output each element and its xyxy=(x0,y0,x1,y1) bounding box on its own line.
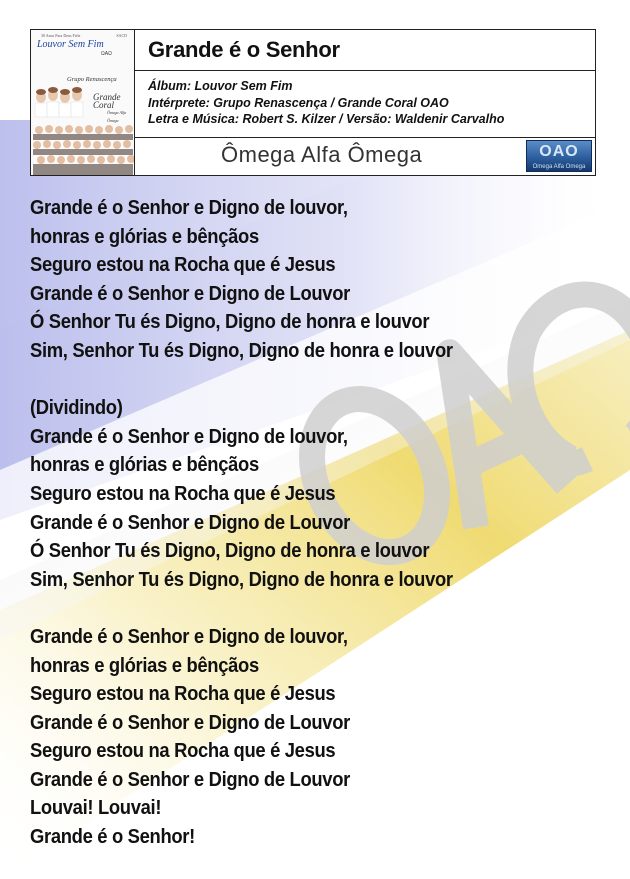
performer-line: Intérprete: Grupo Renascença / Grande Coral OAO xyxy=(148,95,449,110)
lyric-line: honras e glórias e bênçãos xyxy=(30,454,259,477)
cover-top-right: SACD xyxy=(116,33,127,38)
cover-group: Grupo Renascença xyxy=(67,76,117,83)
lyric-line: Seguro estou na Rocha que é Jesus xyxy=(30,254,336,277)
lyric-line: Grande é o Senhor e Digno de Louvor xyxy=(30,511,350,534)
lyric-line: Grande é o Senhor! xyxy=(30,826,195,849)
lyric-line: Grande é o Senhor e Digno de louvor, xyxy=(30,625,348,648)
lyric-line: Ó Senhor Tu és Digno, Digno de honra e louvor xyxy=(30,540,430,563)
logo-text: OAO xyxy=(539,143,579,160)
lyric-line xyxy=(30,594,582,623)
lyric-line: Sim, Senhor Tu és Digno, Digno de honra e louvor xyxy=(30,339,453,362)
lyric-line: (Dividindo) xyxy=(30,397,123,420)
cover-top-left: 30 Anos Para Deus Fiéis xyxy=(41,33,81,38)
cover-title: Louvor Sem Fim xyxy=(37,39,104,50)
song-details xyxy=(135,30,595,175)
lyric-line: Grande é o Senhor e Digno de Louvor xyxy=(30,768,350,791)
brand-name: Ômega Alfa Ômega xyxy=(221,142,423,167)
lyric-line: Seguro estou na Rocha que é Jesus xyxy=(30,683,336,706)
lyric-line xyxy=(30,366,582,395)
cover-coral-small: Ômega Alfa Ômega xyxy=(107,110,127,123)
cover-coral-big: Grande Coral xyxy=(93,92,121,110)
album-line: Álbum: Louvor Sem Fim xyxy=(148,79,293,93)
cover-subtitle: ΩΑΩ xyxy=(101,51,112,57)
song-header xyxy=(30,29,596,176)
lyric-line: Grande é o Senhor e Digno de Louvor xyxy=(30,282,350,305)
lyric-line: Seguro estou na Rocha que é Jesus xyxy=(30,482,336,505)
credits-line: Letra e Música: Robert S. Kilzer / Versão: Waldenir Carvalho xyxy=(148,112,505,126)
choir-photo xyxy=(31,85,135,175)
lyric-line: Grande é o Senhor e Digno de Louvor xyxy=(30,711,350,734)
lyric-line: Grande é o Senhor e Digno de louvor, xyxy=(30,197,348,219)
title-row xyxy=(135,30,595,71)
album-cover xyxy=(31,30,135,175)
logo-caption: Omega Alfa Omega xyxy=(532,164,586,170)
lyric-line: Louvai! Louvai! xyxy=(30,797,162,820)
lyric-line: honras e glórias e bênçãos xyxy=(30,225,259,248)
lyric-line: honras e glórias e bênçãos xyxy=(30,654,259,677)
oao-logo xyxy=(526,140,592,172)
info-row xyxy=(135,71,595,138)
lyrics xyxy=(30,194,582,852)
lyric-line: Seguro estou na Rocha que é Jesus xyxy=(30,740,336,763)
lyric-line: Sim, Senhor Tu és Digno, Digno de honra e louvor xyxy=(30,568,453,591)
lyric-line: Grande é o Senhor e Digno de louvor, xyxy=(30,425,348,448)
brand-row xyxy=(135,138,595,175)
lyric-line: Ó Senhor Tu és Digno, Digno de honra e louvor xyxy=(30,311,430,334)
song-title: Grande é o Senhor xyxy=(148,37,340,62)
